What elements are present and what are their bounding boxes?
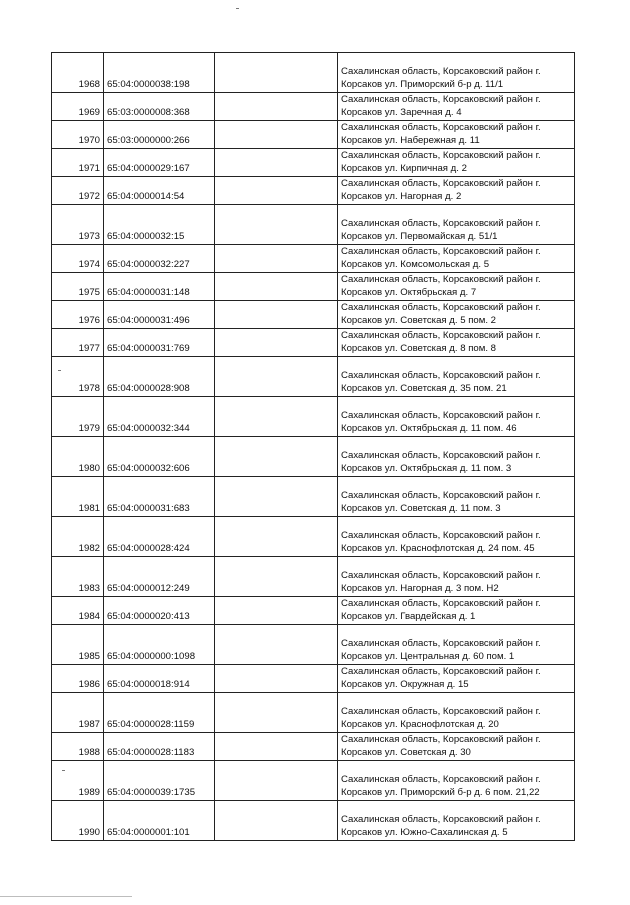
cadastral-number: 65:04:0000039:1735 (104, 761, 215, 801)
address-line-street: Корсаков ул. Советская д. 35 пом. 21 (341, 383, 507, 394)
table-row (52, 273, 575, 301)
address-cell (338, 301, 575, 329)
empty-cell (215, 357, 338, 397)
address-line-region: Сахалинская область, Корсаковский район г. (341, 94, 541, 105)
address-cell (338, 273, 575, 301)
cadastral-number: 65:04:0000014:54 (104, 177, 215, 205)
address-cell (338, 437, 575, 477)
row-number: 1972 (52, 177, 104, 205)
address-line-street: Корсаков ул. Октябрьская д. 11 пом. 3 (341, 463, 512, 474)
empty-cell (215, 273, 338, 301)
address-cell (338, 245, 575, 273)
cadastral-number: 65:03:0000000:266 (104, 121, 215, 149)
empty-cell (215, 177, 338, 205)
address-line-region: Сахалинская область, Корсаковский район г. (341, 302, 541, 313)
address-cell (338, 557, 575, 597)
cadastral-number: 65:04:0000031:496 (104, 301, 215, 329)
address-line-street: Корсаков ул. Гвардейская д. 1 (341, 611, 476, 622)
address-line-street: Корсаков ул. Приморский б-р д. 6 пом. 21,22 (341, 787, 540, 798)
row-number: 1979 (52, 397, 104, 437)
row-number: 1968 (52, 53, 104, 93)
address-line-street: Корсаков ул. Южно-Сахалинская д. 5 (341, 827, 508, 838)
table-row (52, 693, 575, 733)
address-cell (338, 329, 575, 357)
table-row (52, 557, 575, 597)
address-cell (338, 733, 575, 761)
address-cell (338, 357, 575, 397)
address-line-region: Сахалинская область, Корсаковский район г. (341, 530, 541, 541)
address-line-street: Корсаков ул. Нагорная д. 2 (341, 191, 462, 202)
cadastral-number: 65:04:0000032:606 (104, 437, 215, 477)
address-line-region: Сахалинская область, Корсаковский район г. (341, 246, 541, 257)
table-row (52, 517, 575, 557)
table-row (52, 93, 575, 121)
row-number: 1982 (52, 517, 104, 557)
cadastral-number: 65:04:0000032:15 (104, 205, 215, 245)
cadastral-number: 65:04:0000028:908 (104, 357, 215, 397)
row-number: 1984 (52, 597, 104, 625)
address-line-street: Корсаков ул. Набережная д. 11 (341, 135, 480, 146)
table-row (52, 149, 575, 177)
address-line-region: Сахалинская область, Корсаковский район г. (341, 570, 541, 581)
row-number: 1976 (52, 301, 104, 329)
table-row (52, 357, 575, 397)
address-line-street: Корсаков ул. Центральная д. 60 пом. 1 (341, 651, 515, 662)
footer-rule (0, 896, 132, 897)
table-row (52, 329, 575, 357)
address-cell (338, 53, 575, 93)
address-cell (338, 93, 575, 121)
address-line-region: Сахалинская область, Корсаковский район г. (341, 66, 541, 77)
cadastral-number: 65:04:0000001:101 (104, 801, 215, 841)
cadastral-number: 65:04:0000020:413 (104, 597, 215, 625)
empty-cell (215, 477, 338, 517)
scan-speck (236, 8, 239, 9)
cadastral-number: 65:04:0000032:344 (104, 397, 215, 437)
row-number: 1985 (52, 625, 104, 665)
empty-cell (215, 53, 338, 93)
address-cell (338, 801, 575, 841)
table-row (52, 761, 575, 801)
empty-cell (215, 801, 338, 841)
table-row (52, 205, 575, 245)
table-row (52, 437, 575, 477)
empty-cell (215, 557, 338, 597)
empty-cell (215, 517, 338, 557)
cadastral-number: 65:04:0000028:1183 (104, 733, 215, 761)
address-line-region: Сахалинская область, Корсаковский район г. (341, 638, 541, 649)
address-cell (338, 625, 575, 665)
empty-cell (215, 397, 338, 437)
cadastral-number: 65:04:0000028:1159 (104, 693, 215, 733)
address-cell (338, 761, 575, 801)
table-row (52, 177, 575, 205)
address-line-street: Корсаков ул. Краснофлотская д. 24 пом. 45 (341, 543, 535, 554)
table-row (52, 477, 575, 517)
address-line-region: Сахалинская область, Корсаковский район г. (341, 706, 541, 717)
cadastral-number: 65:04:0000031:148 (104, 273, 215, 301)
address-line-region: Сахалинская область, Корсаковский район г. (341, 814, 541, 825)
address-cell (338, 693, 575, 733)
empty-cell (215, 693, 338, 733)
address-line-street: Корсаков ул. Советская д. 30 (341, 747, 471, 758)
empty-cell (215, 437, 338, 477)
cadastral-number: 65:04:0000031:683 (104, 477, 215, 517)
row-number: 1987 (52, 693, 104, 733)
row-number: 1974 (52, 245, 104, 273)
address-line-region: Сахалинская область, Корсаковский район г. (341, 274, 541, 285)
address-cell (338, 397, 575, 437)
empty-cell (215, 329, 338, 357)
address-line-region: Сахалинская область, Корсаковский район г. (341, 774, 541, 785)
row-number: 1981 (52, 477, 104, 517)
empty-cell (215, 761, 338, 801)
address-cell (338, 205, 575, 245)
row-number: 1973 (52, 205, 104, 245)
table-row (52, 397, 575, 437)
address-line-region: Сахалинская область, Корсаковский район г. (341, 598, 541, 609)
row-number: 1990 (52, 801, 104, 841)
address-line-region: Сахалинская область, Корсаковский район г. (341, 218, 541, 229)
empty-cell (215, 625, 338, 665)
address-line-street: Корсаков ул. Октябрьская д. 11 пом. 46 (341, 423, 517, 434)
address-line-street: Корсаков ул. Советская д. 8 пом. 8 (341, 343, 496, 354)
address-cell (338, 517, 575, 557)
address-line-region: Сахалинская область, Корсаковский район г. (341, 178, 541, 189)
address-cell (338, 121, 575, 149)
empty-cell (215, 149, 338, 177)
address-line-street: Корсаков ул. Комсомольская д. 5 (341, 259, 490, 270)
register-table-body (52, 53, 575, 841)
address-line-street: Корсаков ул. Кирпичная д. 2 (341, 163, 467, 174)
cadastral-number: 65:04:0000012:249 (104, 557, 215, 597)
row-number: 1983 (52, 557, 104, 597)
address-line-region: Сахалинская область, Корсаковский район г. (341, 330, 541, 341)
row-number: 1980 (52, 437, 104, 477)
cadastral-number: 65:04:0000038:198 (104, 53, 215, 93)
address-line-region: Сахалинская область, Корсаковский район г. (341, 410, 541, 421)
table-row (52, 597, 575, 625)
empty-cell (215, 93, 338, 121)
cadastral-number: 65:03:0000008:368 (104, 93, 215, 121)
table-row (52, 625, 575, 665)
address-line-street: Корсаков ул. Советская д. 5 пом. 2 (341, 315, 496, 326)
address-cell (338, 177, 575, 205)
row-number: 1988 (52, 733, 104, 761)
empty-cell (215, 121, 338, 149)
table-row (52, 245, 575, 273)
row-number: 1977 (52, 329, 104, 357)
cadastral-number: 65:04:0000000:1098 (104, 625, 215, 665)
row-number: 1970 (52, 121, 104, 149)
address-cell (338, 477, 575, 517)
table-row (52, 733, 575, 761)
address-line-region: Сахалинская область, Корсаковский район г. (341, 370, 541, 381)
row-number: 1986 (52, 665, 104, 693)
address-line-region: Сахалинская область, Корсаковский район г. (341, 734, 541, 745)
address-line-street: Корсаков ул. Окружная д. 15 (341, 679, 469, 690)
address-cell (338, 149, 575, 177)
address-line-region: Сахалинская область, Корсаковский район г. (341, 150, 541, 161)
address-line-region: Сахалинская область, Корсаковский район г. (341, 450, 541, 461)
table-row (52, 665, 575, 693)
property-register-table (51, 52, 575, 841)
table-row (52, 53, 575, 93)
empty-cell (215, 597, 338, 625)
cadastral-number: 65:04:0000028:424 (104, 517, 215, 557)
address-line-region: Сахалинская область, Корсаковский район г. (341, 666, 541, 677)
empty-cell (215, 245, 338, 273)
address-line-street: Корсаков ул. Приморский б-р д. 11/1 (341, 79, 504, 90)
row-number: 1978 (52, 357, 104, 397)
address-line-region: Сахалинская область, Корсаковский район г. (341, 122, 541, 133)
table-row (52, 301, 575, 329)
cadastral-number: 65:04:0000031:769 (104, 329, 215, 357)
table-row (52, 121, 575, 149)
address-line-street: Корсаков ул. Первомайская д. 51/1 (341, 231, 498, 242)
address-line-street: Корсаков ул. Советская д. 11 пом. 3 (341, 503, 501, 514)
address-line-street: Корсаков ул. Нагорная д. 3 пом. Н2 (341, 583, 499, 594)
table-row (52, 801, 575, 841)
empty-cell (215, 665, 338, 693)
row-number: 1971 (52, 149, 104, 177)
address-line-street: Корсаков ул. Заречная д. 4 (341, 107, 462, 118)
row-number: 1975 (52, 273, 104, 301)
address-cell (338, 597, 575, 625)
address-line-region: Сахалинская область, Корсаковский район г. (341, 490, 541, 501)
row-number: 1969 (52, 93, 104, 121)
cadastral-number: 65:04:0000032:227 (104, 245, 215, 273)
address-cell (338, 665, 575, 693)
row-number: 1989 (52, 761, 104, 801)
empty-cell (215, 301, 338, 329)
empty-cell (215, 205, 338, 245)
address-line-street: Корсаков ул. Октябрьская д. 7 (341, 287, 477, 298)
cadastral-number: 65:04:0000029:167 (104, 149, 215, 177)
cadastral-number: 65:04:0000018:914 (104, 665, 215, 693)
empty-cell (215, 733, 338, 761)
address-line-street: Корсаков ул. Краснофлотская д. 20 (341, 719, 499, 730)
